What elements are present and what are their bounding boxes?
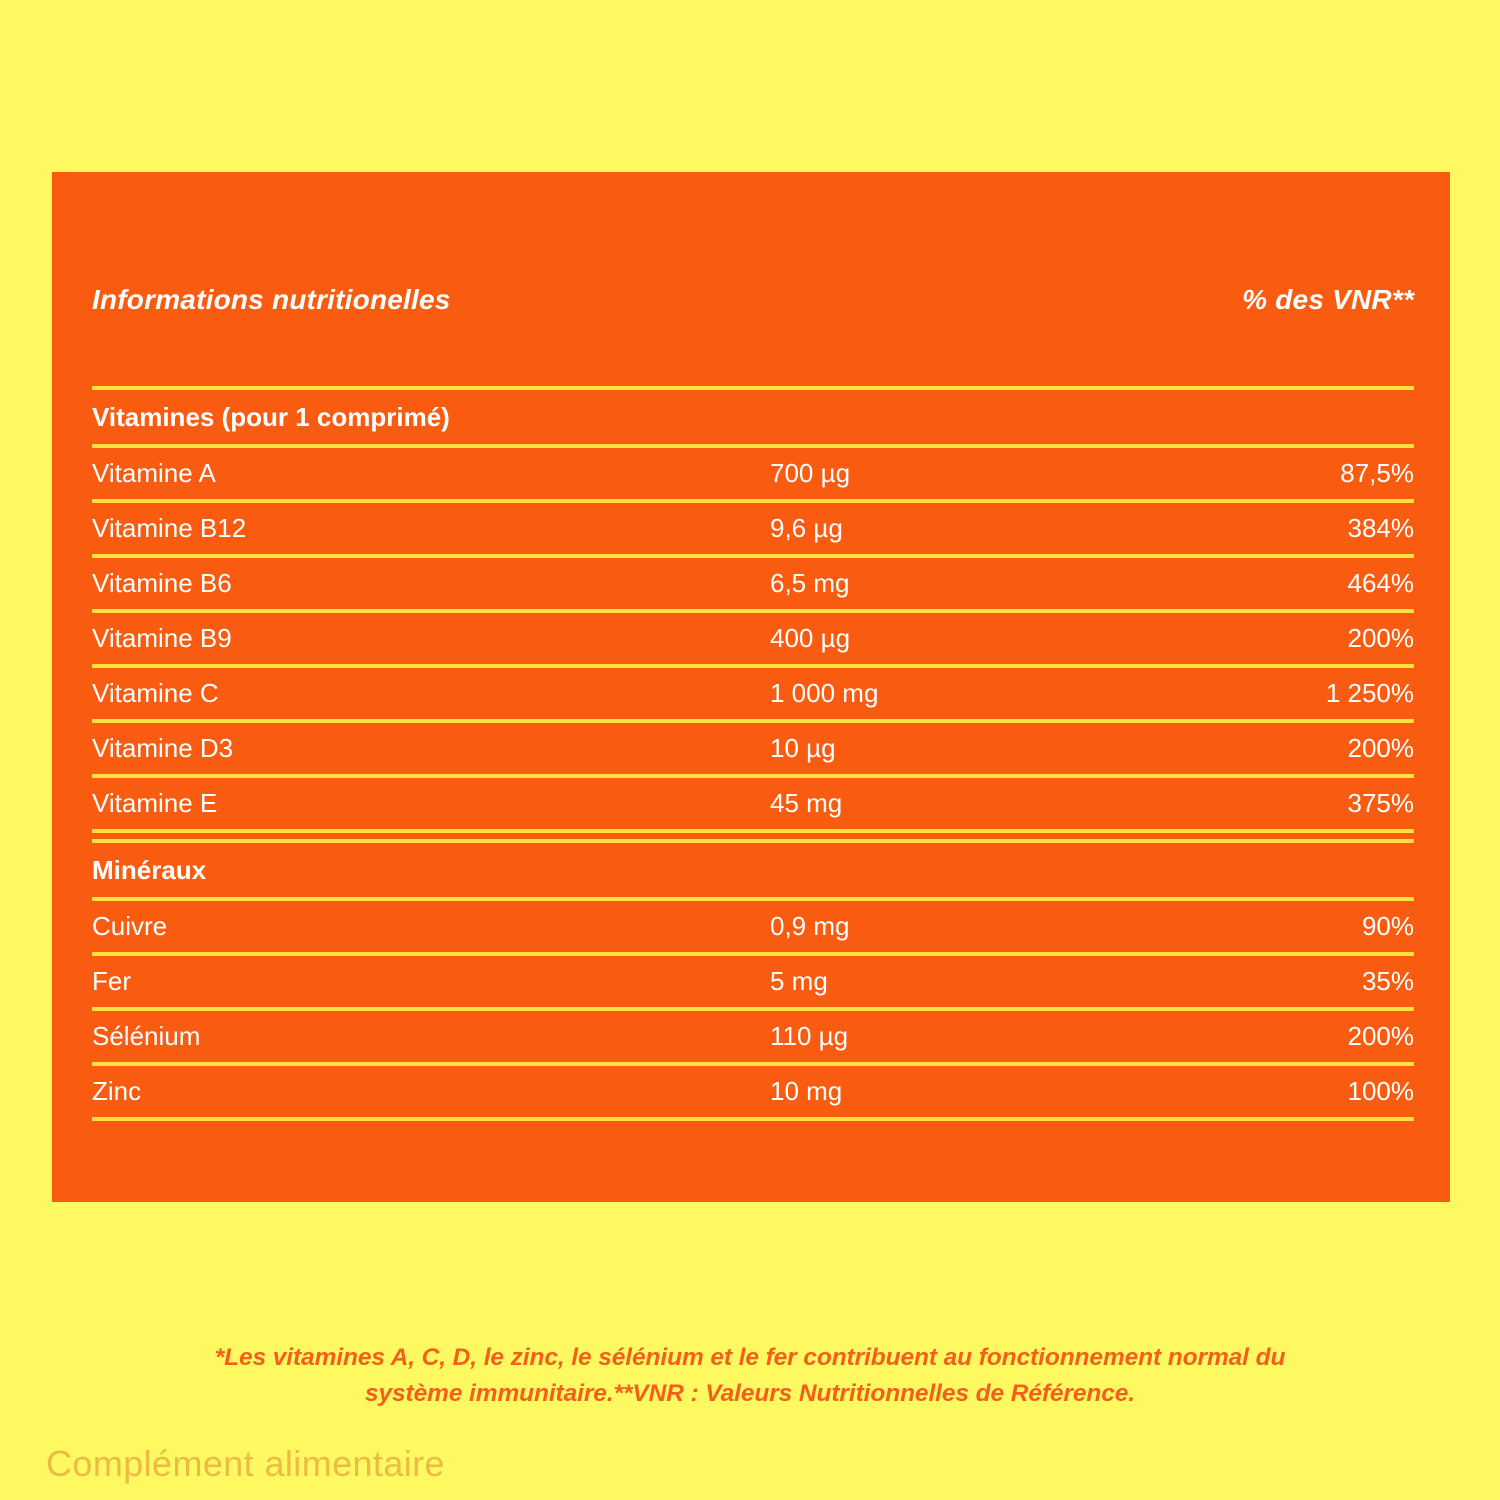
table-section-header bbox=[92, 390, 1414, 444]
nutrient-amount: 5 mg bbox=[770, 966, 828, 996]
footnote-line-2: système immunitaire.**VNR : Valeurs Nutritionnelles de Référence. bbox=[364, 1380, 1136, 1407]
table-row bbox=[92, 778, 1414, 829]
vnr-column-header: % des VNR** bbox=[1242, 284, 1414, 315]
nutrient-name: Fer bbox=[92, 966, 131, 996]
nutrient-name: Vitamine B12 bbox=[92, 513, 247, 543]
nutrient-amount: 9,6 µg bbox=[770, 513, 843, 543]
nutrient-amount: 110 µg bbox=[770, 1021, 849, 1051]
section-title: Vitamines (pour 1 comprimé) bbox=[92, 401, 450, 432]
table-row bbox=[92, 613, 1414, 664]
footnote-line-1: *Les vitamines A, C, D, le zinc, le sélénium et le fer contribuent au fonctionnement normal du bbox=[214, 1344, 1286, 1371]
nutrient-name: Vitamine D3 bbox=[92, 733, 234, 763]
nutrient-vnr-percent: 200% bbox=[1347, 1021, 1414, 1051]
table-row bbox=[92, 558, 1414, 609]
nutrient-name: Vitamine B9 bbox=[92, 623, 232, 653]
nutrition-table bbox=[92, 386, 1414, 1121]
supplement-label: Complément alimentaire bbox=[46, 1443, 445, 1484]
nutrient-vnr-percent: 87,5% bbox=[1340, 458, 1414, 488]
nutrient-amount: 10 mg bbox=[770, 1076, 843, 1106]
nutrition-panel bbox=[52, 172, 1450, 1202]
nutrient-name: Zinc bbox=[92, 1076, 142, 1106]
nutrient-vnr-percent: 35% bbox=[1361, 966, 1414, 996]
nutrient-vnr-percent: 200% bbox=[1347, 733, 1414, 763]
table-row bbox=[92, 723, 1414, 774]
nutrient-name: Vitamine B6 bbox=[92, 568, 232, 598]
nutrient-vnr-percent: 100% bbox=[1347, 1076, 1414, 1106]
nutrient-name: Vitamine A bbox=[92, 458, 216, 488]
table-row bbox=[92, 956, 1414, 1007]
table-row bbox=[92, 1011, 1414, 1062]
nutrient-name: Vitamine C bbox=[92, 678, 219, 708]
nutrient-vnr-percent: 375% bbox=[1347, 788, 1414, 818]
nutrient-vnr-percent: 1 250% bbox=[1325, 678, 1414, 708]
nutrient-amount: 700 µg bbox=[770, 458, 851, 488]
nutrient-amount: 1 000 mg bbox=[770, 678, 879, 708]
table-row bbox=[92, 503, 1414, 554]
nutrient-vnr-percent: 200% bbox=[1347, 623, 1414, 653]
nutrient-vnr-percent: 90% bbox=[1361, 911, 1414, 941]
table-row bbox=[92, 668, 1414, 719]
table-row bbox=[92, 901, 1414, 952]
table-section-header bbox=[92, 843, 1414, 897]
footnote bbox=[50, 1340, 1450, 1412]
nutrition-table-header bbox=[92, 284, 1414, 316]
nutrition-panel-content bbox=[92, 172, 1414, 1202]
section-title: Minéraux bbox=[92, 854, 207, 885]
nutrient-name: Cuivre bbox=[92, 911, 168, 941]
nutrient-vnr-percent: 464% bbox=[1347, 568, 1414, 598]
nutrition-info-title: Informations nutritionelles bbox=[92, 284, 451, 315]
table-row bbox=[92, 1066, 1414, 1117]
table-divider bbox=[92, 829, 1414, 833]
nutrient-name: Vitamine E bbox=[92, 788, 218, 818]
table-divider bbox=[92, 1117, 1414, 1121]
nutrient-name: Sélénium bbox=[92, 1021, 201, 1051]
nutrient-amount: 10 µg bbox=[770, 733, 836, 763]
nutrient-amount: 400 µg bbox=[770, 623, 851, 653]
table-row bbox=[92, 448, 1414, 499]
nutrient-amount: 45 mg bbox=[770, 788, 843, 818]
nutrient-amount: 0,9 mg bbox=[770, 911, 850, 941]
nutrient-amount: 6,5 mg bbox=[770, 568, 850, 598]
nutrient-vnr-percent: 384% bbox=[1347, 513, 1414, 543]
